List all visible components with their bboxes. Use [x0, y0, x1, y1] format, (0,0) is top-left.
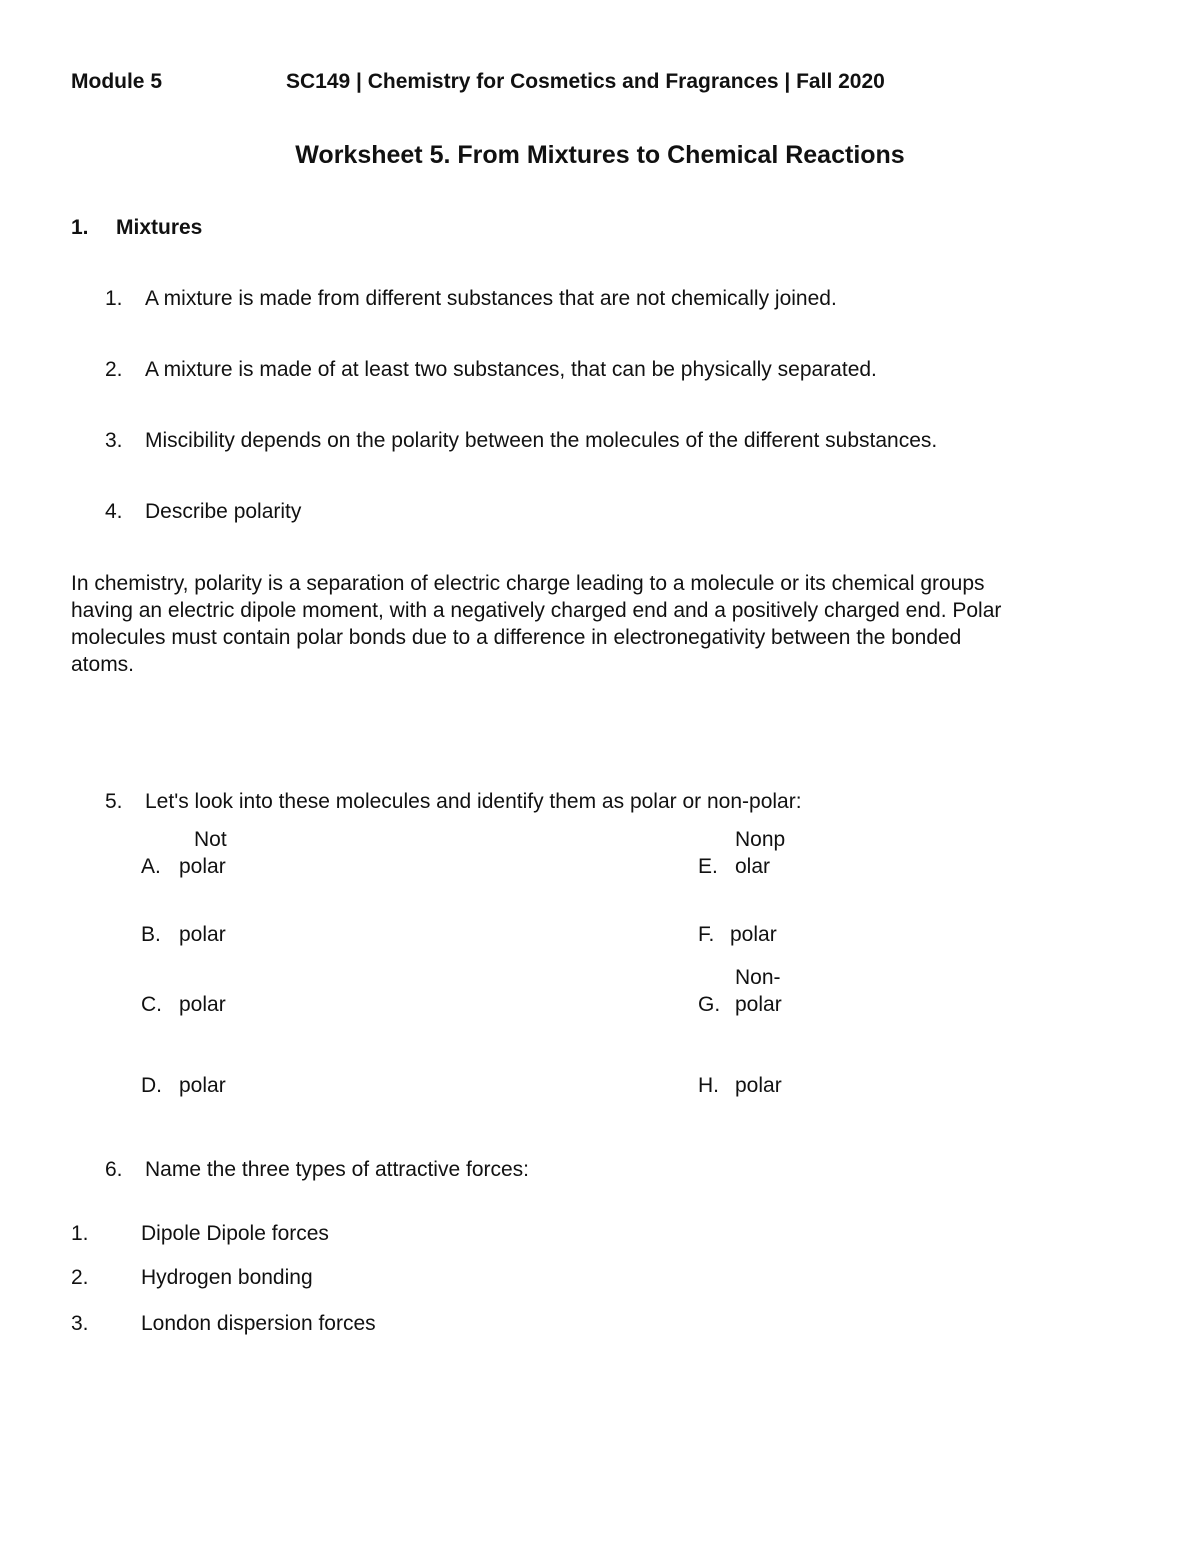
question-number: 4.: [105, 500, 123, 523]
question-text: Name the three types of attractive forces:: [145, 1158, 530, 1181]
question-number: 1.: [105, 287, 123, 310]
molecule-h-answer: polar: [735, 1074, 782, 1097]
molecule-c-letter: C.: [141, 993, 162, 1016]
section-heading: Mixtures: [116, 216, 203, 239]
question-number: 2.: [105, 358, 123, 381]
force-item-number: 3.: [71, 1312, 89, 1335]
molecule-e-answer-line1: Nonp: [735, 828, 786, 851]
paragraph-line: having an electric dipole moment, with a negatively charged end and a positively charged end. Polar: [71, 599, 1002, 622]
molecule-c-answer: polar: [179, 993, 226, 1016]
question-number: 6.: [105, 1158, 123, 1181]
molecule-e-answer-line2: olar: [735, 855, 771, 878]
molecule-a-letter: A.: [141, 855, 161, 878]
force-item-number: 2.: [71, 1266, 89, 1289]
question-number: 5.: [105, 790, 123, 813]
force-item: Dipole Dipole forces: [141, 1222, 329, 1245]
course-header: SC149 | Chemistry for Cosmetics and Fragrances | Fall 2020: [286, 70, 885, 93]
molecule-d-letter: D.: [141, 1074, 162, 1097]
molecule-b-answer: polar: [179, 923, 226, 946]
question-text: Miscibility depends on the polarity between the molecules of the different substances.: [145, 429, 938, 452]
question-text: A mixture is made from different substances that are not chemically joined.: [145, 287, 837, 310]
polarity-answer-paragraph: [71, 570, 1141, 678]
molecule-f-answer: polar: [730, 923, 777, 946]
question-text: A mixture is made of at least two substances, that can be physically separated.: [145, 358, 877, 381]
section-number: 1.: [71, 216, 89, 239]
question-text: Let's look into these molecules and identify them as polar or non-polar:: [145, 790, 802, 813]
module-label: Module 5: [71, 70, 163, 93]
molecule-h-letter: H.: [698, 1074, 719, 1097]
force-item: Hydrogen bonding: [141, 1266, 313, 1289]
force-item-number: 1.: [71, 1222, 89, 1245]
paragraph-line: In chemistry, polarity is a separation of electric charge leading to a molecule or its chemical groups: [71, 572, 985, 595]
paragraph-line: atoms.: [71, 653, 135, 676]
force-item: London dispersion forces: [141, 1312, 376, 1335]
molecule-g-answer-line1: Non-: [735, 966, 781, 989]
page-title: Worksheet 5. From Mixtures to Chemical Reactions: [295, 141, 905, 169]
molecule-b-letter: B.: [141, 923, 161, 946]
question-text: Describe polarity: [145, 500, 302, 523]
molecule-a-answer-line1: Not: [194, 828, 227, 851]
molecule-g-answer-line2: polar: [735, 993, 782, 1016]
question-number: 3.: [105, 429, 123, 452]
molecule-f-letter: F.: [698, 923, 715, 946]
molecule-a-answer-line2: polar: [179, 855, 226, 878]
molecule-d-answer: polar: [179, 1074, 226, 1097]
molecule-g-letter: G.: [698, 993, 721, 1016]
paragraph-line: molecules must contain polar bonds due to a difference in electronegativity between the bonded: [71, 626, 962, 649]
molecule-e-letter: E.: [698, 855, 718, 878]
